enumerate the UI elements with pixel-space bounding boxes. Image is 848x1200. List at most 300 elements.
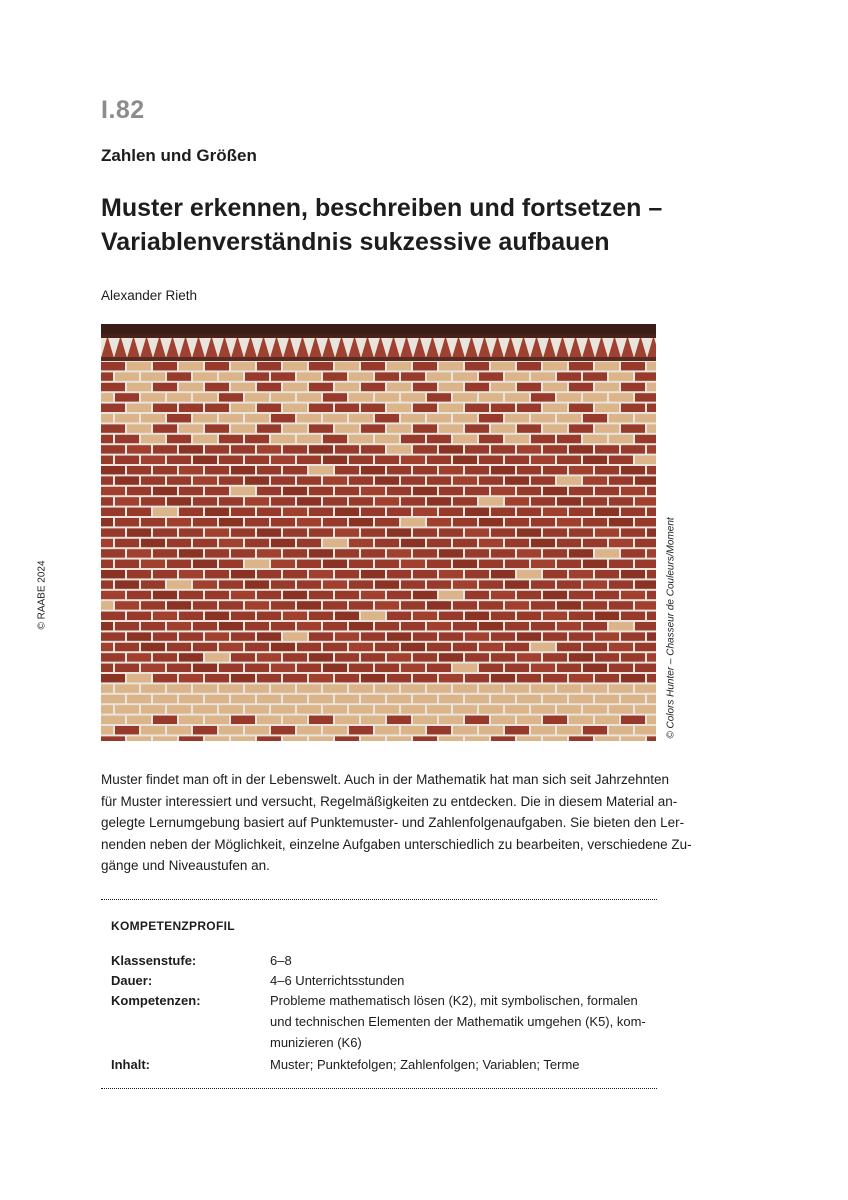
brick [153, 612, 177, 620]
brick [297, 684, 321, 692]
brick [141, 414, 165, 422]
brick [127, 362, 151, 370]
brick [309, 653, 333, 661]
brick [231, 508, 255, 516]
brick [127, 508, 151, 516]
brick [141, 684, 165, 692]
brick [569, 528, 593, 536]
brick [245, 560, 269, 568]
brick [271, 705, 295, 713]
brick [465, 466, 489, 474]
brick [569, 674, 593, 682]
brick [635, 726, 656, 734]
brick [439, 466, 463, 474]
brick [361, 570, 385, 578]
brick [349, 456, 373, 464]
brick [205, 653, 229, 661]
brick [479, 456, 503, 464]
brick [491, 736, 515, 741]
brick [323, 476, 347, 484]
profile-label: Klassenstufe: [111, 953, 197, 968]
brick [595, 445, 619, 453]
brick [413, 570, 437, 578]
brick [323, 643, 347, 651]
brick [557, 435, 581, 443]
brick [349, 518, 373, 526]
brick [335, 695, 359, 703]
brick [479, 393, 503, 401]
brick [413, 424, 437, 432]
profile-value [270, 990, 650, 1053]
brick [621, 549, 645, 557]
brick [543, 424, 567, 432]
brick [517, 383, 541, 391]
brick [609, 414, 633, 422]
brick [283, 445, 307, 453]
brick [647, 632, 656, 640]
brick [349, 539, 373, 547]
brick [647, 736, 656, 741]
brick [193, 705, 217, 713]
brick [375, 476, 399, 484]
brick [219, 684, 243, 692]
brick [479, 497, 503, 505]
brick [609, 643, 633, 651]
brick [101, 435, 113, 443]
brick [335, 570, 359, 578]
brick [621, 404, 645, 412]
brick [115, 476, 139, 484]
brick [205, 424, 229, 432]
brick [543, 466, 567, 474]
brick [413, 404, 437, 412]
brick [349, 664, 373, 672]
brick [297, 372, 321, 380]
brick [101, 528, 125, 536]
brick [621, 612, 645, 620]
brick [375, 518, 399, 526]
brick [635, 497, 656, 505]
brick [231, 570, 255, 578]
brick [609, 539, 633, 547]
brick [543, 674, 567, 682]
brick [647, 362, 656, 370]
brick [167, 726, 191, 734]
brick [231, 362, 255, 370]
brick [361, 653, 385, 661]
brick [127, 695, 151, 703]
brick [205, 695, 229, 703]
brick [387, 591, 411, 599]
profile-value-line: 4–6 Unterrichtsstunden [270, 973, 405, 988]
brick [413, 591, 437, 599]
brick [413, 383, 437, 391]
side-copyright [35, 555, 49, 635]
brick [557, 601, 581, 609]
brick [465, 445, 489, 453]
brick [297, 456, 321, 464]
brick [479, 414, 503, 422]
brick [193, 435, 217, 443]
brick [595, 674, 619, 682]
brick [465, 653, 489, 661]
brick [647, 528, 656, 536]
brick [179, 487, 203, 495]
brick [453, 726, 477, 734]
dotted-divider-top [101, 899, 657, 900]
brick [361, 487, 385, 495]
brick [115, 643, 139, 651]
brick [167, 664, 191, 672]
brick [505, 643, 529, 651]
brick [115, 664, 139, 672]
brick [349, 705, 373, 713]
brick [219, 393, 243, 401]
brick [283, 383, 307, 391]
brick [323, 518, 347, 526]
brick [153, 445, 177, 453]
brick [283, 424, 307, 432]
brick [609, 705, 633, 713]
brick [167, 372, 191, 380]
brick [271, 435, 295, 443]
brick [465, 528, 489, 536]
brick [543, 528, 567, 536]
brick [505, 518, 529, 526]
brick [335, 653, 359, 661]
brick [647, 674, 656, 682]
brick [517, 445, 541, 453]
brick [245, 726, 269, 734]
brick [245, 601, 269, 609]
brick [479, 372, 503, 380]
brick [297, 414, 321, 422]
brick [439, 383, 463, 391]
brick [557, 476, 581, 484]
brick [205, 466, 229, 474]
profile-value [270, 950, 650, 971]
brick [479, 684, 503, 692]
brick [557, 518, 581, 526]
brick [401, 435, 425, 443]
brick [349, 476, 373, 484]
brick [583, 664, 607, 672]
brick [595, 653, 619, 661]
brick [453, 435, 477, 443]
brick [101, 736, 125, 741]
brick [569, 487, 593, 495]
brick [453, 372, 477, 380]
brick [141, 622, 165, 630]
brick [635, 622, 656, 630]
brick [257, 362, 281, 370]
brick [491, 570, 515, 578]
brick [609, 476, 633, 484]
brick [101, 372, 113, 380]
brick [167, 435, 191, 443]
brick [491, 424, 515, 432]
brick [453, 705, 477, 713]
brick [543, 404, 567, 412]
brick [453, 664, 477, 672]
brick [531, 560, 555, 568]
brick [453, 643, 477, 651]
brick [349, 601, 373, 609]
brick [479, 726, 503, 734]
brick [413, 674, 437, 682]
brick [335, 591, 359, 599]
brick [361, 362, 385, 370]
brick [271, 372, 295, 380]
brick [569, 653, 593, 661]
brick [427, 372, 451, 380]
brick [297, 643, 321, 651]
brick [413, 445, 437, 453]
brick [297, 393, 321, 401]
brick [193, 518, 217, 526]
brick [387, 632, 411, 640]
brick [271, 684, 295, 692]
brick [505, 393, 529, 401]
brick [205, 487, 229, 495]
brick [349, 497, 373, 505]
brick [101, 570, 125, 578]
brick [231, 632, 255, 640]
brick [323, 414, 347, 422]
brick [621, 362, 645, 370]
title-line: Variablenverständnis sukzessive aufbauen [101, 228, 610, 256]
brick [531, 622, 555, 630]
brick [517, 591, 541, 599]
brick [309, 549, 333, 557]
intro-line: nenden neben der Möglichkeit, einzelne Aufgaben unterschiedlich zu bearbeiten, verschiedene Zu- [101, 836, 692, 852]
brick [543, 508, 567, 516]
brick [309, 632, 333, 640]
brick [465, 674, 489, 682]
brick [205, 508, 229, 516]
photo-credit [664, 515, 678, 741]
brick [349, 726, 373, 734]
brick [465, 487, 489, 495]
brick [543, 612, 567, 620]
brick [427, 393, 451, 401]
intro-line: Muster findet man oft in der Lebenswelt. Auch in der Mathematik hat man sich seit Jahrzehnten [101, 772, 670, 787]
brick [375, 622, 399, 630]
brick [101, 383, 125, 391]
brick [335, 383, 359, 391]
profile-value-line: 6–8 [270, 953, 292, 968]
brick [479, 518, 503, 526]
brick [257, 424, 281, 432]
brick [387, 570, 411, 578]
brick [439, 570, 463, 578]
side-copyright-text: © RAABE 2024 [36, 560, 48, 630]
brick [101, 695, 125, 703]
brick [309, 466, 333, 474]
dotted-divider-bottom [101, 1088, 657, 1089]
brick [595, 632, 619, 640]
brick [245, 664, 269, 672]
brick [101, 508, 125, 516]
brick [401, 497, 425, 505]
brick [257, 695, 281, 703]
brick [413, 362, 437, 370]
brick [569, 736, 593, 741]
brick [257, 612, 281, 620]
brick [401, 664, 425, 672]
brick [127, 716, 151, 724]
brick [635, 518, 656, 526]
brick [491, 674, 515, 682]
brick [283, 570, 307, 578]
brick [101, 726, 113, 734]
brick [245, 705, 269, 713]
brick [479, 560, 503, 568]
brick [101, 580, 113, 588]
brick [557, 539, 581, 547]
brick [557, 560, 581, 568]
brick [557, 414, 581, 422]
brick [401, 580, 425, 588]
brick [609, 393, 633, 401]
brick [361, 445, 385, 453]
brick [349, 622, 373, 630]
brick [361, 695, 385, 703]
brick [583, 414, 607, 422]
brick [193, 580, 217, 588]
brick [439, 695, 463, 703]
brick [387, 695, 411, 703]
brick [413, 695, 437, 703]
brick [491, 716, 515, 724]
brick [479, 622, 503, 630]
brick [647, 508, 656, 516]
brick [309, 487, 333, 495]
brick [439, 674, 463, 682]
brick [453, 456, 477, 464]
intro-paragraph [101, 769, 692, 877]
brick [335, 362, 359, 370]
brick [283, 508, 307, 516]
brick [621, 445, 645, 453]
brick [595, 528, 619, 536]
brick [141, 705, 165, 713]
brick [283, 487, 307, 495]
brick [453, 601, 477, 609]
brick [231, 404, 255, 412]
brick [595, 487, 619, 495]
brick [427, 580, 451, 588]
brick [297, 435, 321, 443]
brick [609, 684, 633, 692]
brick [127, 570, 151, 578]
brick [647, 445, 656, 453]
brick [401, 705, 425, 713]
brick [283, 362, 307, 370]
brick [323, 726, 347, 734]
brick [153, 736, 177, 741]
brick [505, 726, 529, 734]
profile-value [270, 1054, 650, 1075]
brick [101, 622, 113, 630]
brick [179, 674, 203, 682]
brick [583, 393, 607, 401]
brick [595, 591, 619, 599]
brick [557, 643, 581, 651]
brick [349, 435, 373, 443]
brick [439, 362, 463, 370]
brick [101, 632, 125, 640]
brick [361, 508, 385, 516]
brick [517, 736, 541, 741]
brick [115, 518, 139, 526]
brick [245, 643, 269, 651]
brick [101, 362, 125, 370]
brick [583, 726, 607, 734]
brick [647, 404, 656, 412]
brick [621, 632, 645, 640]
brick [167, 560, 191, 568]
brick [517, 632, 541, 640]
brick [505, 580, 529, 588]
brick [387, 466, 411, 474]
brick [439, 653, 463, 661]
brick [387, 383, 411, 391]
profile-value-line: munizieren (K6) [270, 1035, 362, 1050]
brick [231, 549, 255, 557]
brick [543, 383, 567, 391]
brick [517, 404, 541, 412]
brick [115, 393, 139, 401]
brick [439, 508, 463, 516]
brick [153, 404, 177, 412]
brick [595, 695, 619, 703]
brick [361, 424, 385, 432]
brick [245, 393, 269, 401]
wall-cap [101, 324, 656, 334]
brick [283, 404, 307, 412]
brick [543, 716, 567, 724]
brick [349, 684, 373, 692]
brick [595, 404, 619, 412]
brick [453, 622, 477, 630]
brick [167, 643, 191, 651]
brick [583, 580, 607, 588]
brick [439, 736, 463, 741]
brick [375, 393, 399, 401]
brick [375, 601, 399, 609]
brick [245, 622, 269, 630]
brick [179, 570, 203, 578]
brick [427, 518, 451, 526]
brick [193, 497, 217, 505]
profile-value-line: und technischen Elementen der Mathematik umgehen (K5), kom- [270, 1014, 646, 1029]
brick [427, 664, 451, 672]
brick [271, 664, 295, 672]
brick [439, 445, 463, 453]
brick [257, 487, 281, 495]
brick [179, 632, 203, 640]
brick [465, 424, 489, 432]
brick [635, 684, 656, 692]
brick [413, 612, 437, 620]
brick [647, 591, 656, 599]
author: Alexander Rieth [101, 288, 198, 303]
brick [167, 414, 191, 422]
brick [323, 560, 347, 568]
brick [401, 372, 425, 380]
brick [193, 601, 217, 609]
